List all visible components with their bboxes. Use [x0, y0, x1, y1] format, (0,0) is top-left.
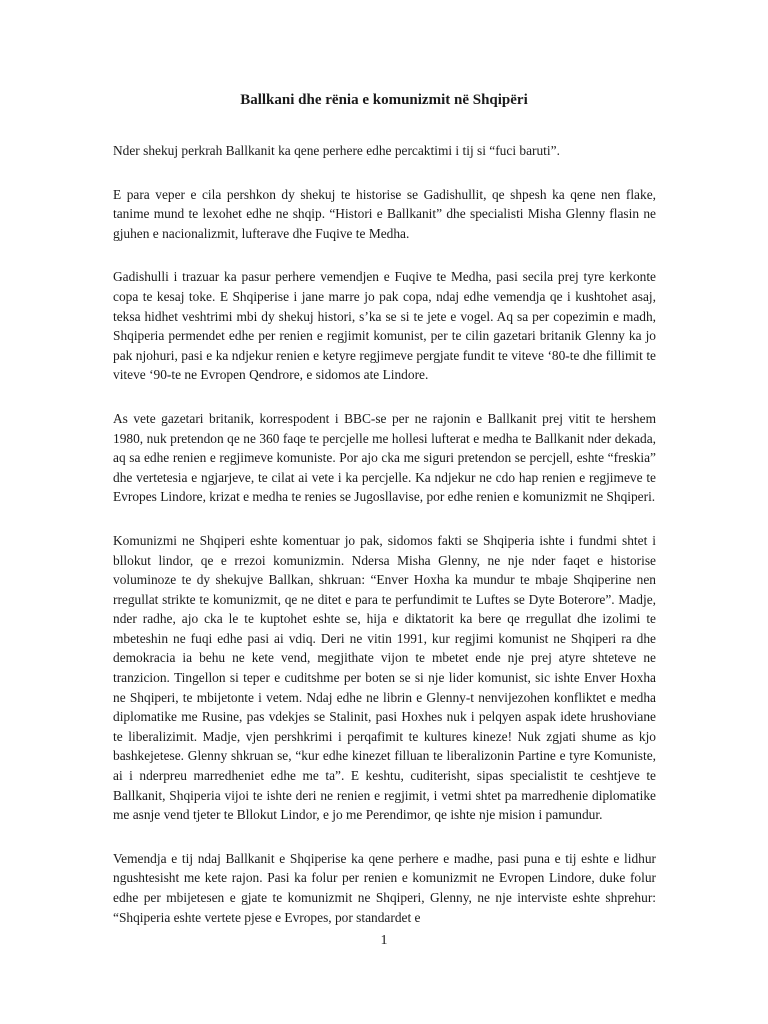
page-number: 1 — [380, 933, 388, 948]
paragraph-5: Komunizmi ne Shqiperi eshte komentuar jo pak, sidomos fakti se Shqiperia ishte i fundmi shtet i bllokut lindor, qe e rrezoi komunizmin. Ndersa Misha Glenny, ne nje nder faqet e historise voluminoze te dy shekujve Ballkan, shkruan: “Enver Hoxha ka mundur te mbaje Shqiperine nen rregullat strikte te komunizmit, qe ne ditet e para te perfundimit te Luftes se Dyte Boterore”. Madje, nder radhe, ajo cka le te kuptohet eshte se, hija e diktatorit ka bere qe rregullat dhe izolimi te mbeteshin ne fuqi edhe pasi ai vdiq. Deri ne vitin 1991, kur regjimi komunist ne Shqiperi ra dhe demokracia ia behu ne kete vend, megjithate vijon te mbetet ende nje prej atyre shteteve ne tranzicion. Tingellon si teper e cuditshme per boten se si nje lider komunist, sic ishte Enver Hoxha ne Shqiperi, te mbijetonte i vetem. Ndaj edhe ne librin e Glenny-t nenvijezohen konfliktet e medha diplomatike me Rusine, pas vdekjes se Stalinit, pasi Hoxhes nuk i pelqyen aspak idete hrushoviane te liberalizimit. Madje, vjen pershkrimi i perqafimit te kultures kineze! Nuk zgjati shume as kjo bashkejetese. Glenny shkruan se, “kur edhe kinezet filluan te liberalizonin Partine e tyre Komuniste, ai i nderpreu marredheniet edhe me ta”. E keshtu, cuditerisht, sipas specialistit te ceshtjeve te Ballkanit, Shqiperia vijoi te ishte deri ne renien e regjimit, i vetmi shtet pa marredhenie diplomatike me asnje vend tjeter te Bllokut Lindor, e jo me Perendimor, qe ishte nje mision i pamundur. — [113, 532, 656, 823]
paragraph-6: Vemendja e tij ndaj Ballkanit e Shqiperise ka qene perhere e madhe, pasi puna e tij eshte e lidhur ngushtesisht me kete rajon. Pasi ka folur per renien e komunizmit ne Evropen Lindore, duke folur edhe per mbijetesen e gjate te komunizmit ne Shqiperi, Glenny, ne nje interviste eshte shprehur: “Shqiperia eshte vertete pjese e Evropes, por standardet e — [113, 850, 656, 925]
document-title: Ballkani dhe rënia e komunizmit në Shqipëri — [240, 92, 528, 108]
document-body — [113, 141, 656, 951]
paragraph-4: As vete gazetari britanik, korrespodent i BBC-se per ne rajonin e Ballkanit prej vitit te hershem 1980, nuk pretendon qe ne 360 faqe te percjelle me hollesi lufterat e medha te Ballkanit nder dekada, aq sa edhe renien e regjimeve komuniste. Por ajo cka me siguri pretendon se percjell, eshte “freskia” dhe vertetesia e ngjarjeve, te cilat ai vete i ka percjelle. Ka ndjekur ne cdo hap renien e regjimeve te Evropes Lindore, krizat e medha te renies se Jugosllavise, por edhe renien e komunizmit ne Shqiperi. — [113, 410, 656, 505]
paragraph-3: Gadishulli i trazuar ka pasur perhere vemendjen e Fuqive te Medha, pasi secila prej tyre kerkonte copa te kesaj toke. E Shqiperise i jane marre jo pak copa, ndaj edhe vemendja qe i kushtohet asaj, teksa hidhet veshtrimi mbi dy shekuj histori, s’ka se si te jete e vogel. Aq sa per copezimin e madh, Shqiperia permendet edhe per renien e regjimit komunist, per te cilin gazetari britanik Glenny ka jo pak njohuri, pasi e ka ndjekur renien e ketyre regjimeve pergjate fundit te viteve ‘80-te dhe fillimit te viteve ‘90-te ne Evropen Qendrore, e sidomos ate Lindore. — [113, 269, 656, 383]
paragraph-1: Nder shekuj perkrah Ballkanit ka qene perhere edhe percaktimi i tij si “fuci baruti”. — [113, 143, 560, 158]
paragraph-2: E para veper e cila pershkon dy shekuj te historise se Gadishullit, qe shpesh ka qene nen flake, tanime mund te lexohet edhe ne shqip. “Histori e Ballkanit” dhe specialisti Misha Glenny flasin ne gjuhen e nacionalizmit, lufterave dhe Fuqive te Medha. — [113, 186, 656, 241]
